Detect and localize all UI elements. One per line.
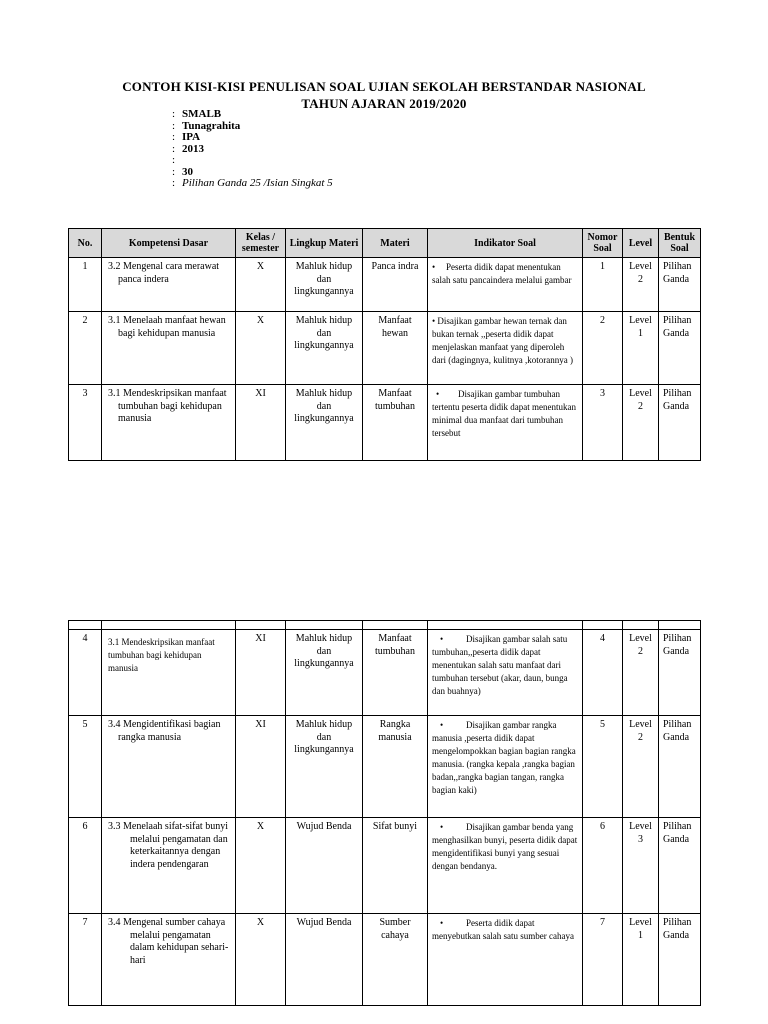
col-header-bentuk: Bentuk Soal [659, 229, 701, 258]
cell-kompetensi: 3.4 Mengenal sumber cahaya melalui pengamatan dalam kehidupan sehari-hari [102, 914, 236, 1006]
cell-materi: Manfaat hewan [363, 312, 428, 385]
meta-row: : Tunagrahita [172, 119, 241, 132]
cell-bentuk: Pilihan Ganda [659, 312, 701, 385]
cell-kelas: XI [236, 385, 286, 461]
col-header-kelas: Kelas / semester [236, 229, 286, 258]
table-row [69, 914, 701, 1006]
cell-nomor: 4 [583, 630, 623, 716]
cell-kelas: XI [236, 716, 286, 818]
cell-indikator: • Peserta didik dapat menentukan salah satu pancaindera melalui gambar [428, 258, 583, 312]
title-line-1: CONTOH KISI-KISI PENULISAN SOAL UJIAN SEKOLAH BERSTANDAR NASIONAL [122, 79, 646, 94]
meta-row: : [172, 154, 176, 166]
cell-materi: Sumber cahaya [363, 914, 428, 1006]
bullet-icon: • [440, 634, 444, 644]
cell-bentuk: Pilihan Ganda [659, 914, 701, 1006]
cell-lingkup: Mahluk hidup dan lingkungannya [286, 385, 363, 461]
cell-level: Level 2 [623, 630, 659, 716]
meta-question-form: Pilihan Ganda 25 /Isian Singkat 5 [182, 177, 333, 189]
meta-row: : 2013 [172, 142, 204, 155]
col-header-nomor: Nomor Soal [583, 229, 623, 258]
document-title [0, 78, 768, 112]
cell-no: 5 [69, 716, 102, 818]
cell-lingkup: Wujud Benda [286, 818, 363, 914]
cell-bentuk: Pilihan Ganda [659, 385, 701, 461]
cell-nomor: 6 [583, 818, 623, 914]
bullet-icon: • [440, 822, 444, 832]
cell-bentuk: Pilihan Ganda [659, 630, 701, 716]
cell-level: Level 2 [623, 258, 659, 312]
cell-level: Level 2 [623, 385, 659, 461]
cell-level: Level 3 [623, 818, 659, 914]
cell-kompetensi: 3.1 Mendeskripsikan manfaat tumbuhan bagi kehidupan manusia [102, 630, 236, 716]
table-row [69, 258, 701, 312]
cell-lingkup: Wujud Benda [286, 914, 363, 1006]
cell-materi: Manfaat tumbuhan [363, 630, 428, 716]
cell-materi: Sifat bunyi [363, 818, 428, 914]
cell-nomor: 2 [583, 312, 623, 385]
cell-indikator: • Disajikan gambar benda yang menghasilkan bunyi, peserta didik dapat mengidentifikasi bunyi yang sesuai dengan bendanya. [428, 818, 583, 914]
cell-indikator: • Disajikan gambar hewan ternak dan bukan ternak ,,peserta didik dapat menjelaskan manfaat yang diperoleh dari (dagingnya, kulitnya ,kotorannya ) [428, 312, 583, 385]
bullet-icon: • [440, 918, 444, 928]
col-header-materi: Materi [363, 229, 428, 258]
title-line-2: TAHUN AJARAN 2019/2020 [301, 96, 467, 111]
cell-indikator: • Peserta didik dapat menyebutkan salah satu sumber cahaya [428, 914, 583, 1006]
cell-no: 4 [69, 630, 102, 716]
cell-level: Level 1 [623, 914, 659, 1006]
meta-row: : IPA [172, 131, 201, 143]
cell-bentuk: Pilihan Ganda [659, 716, 701, 818]
cell-kompetensi: 3.1 Mendeskripsikan manfaat tumbuhan bagi kehidupan manusia [102, 385, 236, 461]
cell-bentuk: Pilihan Ganda [659, 258, 701, 312]
meta-curriculum: 2013 [182, 142, 204, 155]
cell-nomor: 1 [583, 258, 623, 312]
cell-indikator: • Disajikan gambar salah satu tumbuhan,,peserta didik dapat menentukan salah satu manfaat dari tumbuhan tersebut (akar, daun, bunga dan buahnya) [428, 630, 583, 716]
cell-lingkup: Mahluk hidup dan lingkungannya [286, 630, 363, 716]
col-header-indikator: Indikator Soal [428, 229, 583, 258]
meta-school: SMALB [182, 108, 222, 120]
cell-kelas: X [236, 914, 286, 1006]
cell-lingkup: Mahluk hidup dan lingkungannya [286, 312, 363, 385]
cell-nomor: 3 [583, 385, 623, 461]
bullet-icon: • [436, 389, 440, 399]
cell-level: Level 1 [623, 312, 659, 385]
cell-materi: Rangka manusia [363, 716, 428, 818]
meta-row: : 30 [172, 165, 193, 178]
cell-lingkup: Mahluk hidup dan lingkungannya [286, 716, 363, 818]
cell-no: 1 [69, 258, 102, 312]
cell-materi: Manfaat tumbuhan [363, 385, 428, 461]
exam-meta [172, 109, 333, 190]
cell-nomor: 7 [583, 914, 623, 1006]
table-header-row-empty [69, 621, 701, 630]
cell-kompetensi: 3.2 Mengenal cara merawat panca indera [102, 258, 236, 312]
table-row [69, 385, 701, 461]
cell-kompetensi: 3.3 Menelaah sifat-sifat bunyi melalui pengamatan dan keterkaitannya dengan indera pendengaran [102, 818, 236, 914]
cell-no: 7 [69, 914, 102, 1006]
cell-no: 3 [69, 385, 102, 461]
meta-row: : SMALB [172, 108, 222, 120]
cell-kompetensi: 3.4 Mengidentifikasi bagian rangka manusia [102, 716, 236, 818]
table-row [69, 630, 701, 716]
cell-no: 6 [69, 818, 102, 914]
cell-bentuk: Pilihan Ganda [659, 818, 701, 914]
table-row [69, 312, 701, 385]
cell-kelas: X [236, 312, 286, 385]
meta-question-count: 30 [182, 165, 193, 178]
cell-level: Level 2 [623, 716, 659, 818]
cell-kelas: X [236, 818, 286, 914]
table-row [69, 818, 701, 914]
kisi-kisi-table-page1 [68, 228, 701, 461]
cell-nomor: 5 [583, 716, 623, 818]
cell-indikator: • Disajikan gambar rangka manusia ,peserta didik dapat mengelompokkan bagian bagian rangka manusia. (rangka kepala ,rangka bagian badan,,rangka bagian tangan, rangka bagian kaki) [428, 716, 583, 818]
meta-disability: Tunagrahita [182, 119, 241, 132]
cell-no: 2 [69, 312, 102, 385]
col-header-lingkup: Lingkup Materi [286, 229, 363, 258]
col-header-no: No. [69, 229, 102, 258]
bullet-icon: • [432, 316, 436, 326]
bullet-icon: • [432, 262, 436, 272]
col-header-kompetensi: Kompetensi Dasar [102, 229, 236, 258]
meta-subject: IPA [182, 131, 201, 143]
cell-lingkup: Mahluk hidup dan lingkungannya [286, 258, 363, 312]
bullet-icon: • [440, 720, 444, 730]
kisi-kisi-table-page2 [68, 620, 701, 1006]
cell-kompetensi: 3.1 Menelaah manfaat hewan bagi kehidupan manusia [102, 312, 236, 385]
col-header-level: Level [623, 229, 659, 258]
cell-kelas: X [236, 258, 286, 312]
cell-indikator: • Disajikan gambar tumbuhan tertentu peserta didik dapat menentukan minimal dua manfaat dari tumbuhan tersebut [428, 385, 583, 461]
cell-materi: Panca indra [363, 258, 428, 312]
table-row [69, 716, 701, 818]
cell-kelas: XI [236, 630, 286, 716]
table-header-row [69, 229, 701, 258]
meta-row: : Pilihan Ganda 25 /Isian Singkat 5 [172, 177, 333, 189]
